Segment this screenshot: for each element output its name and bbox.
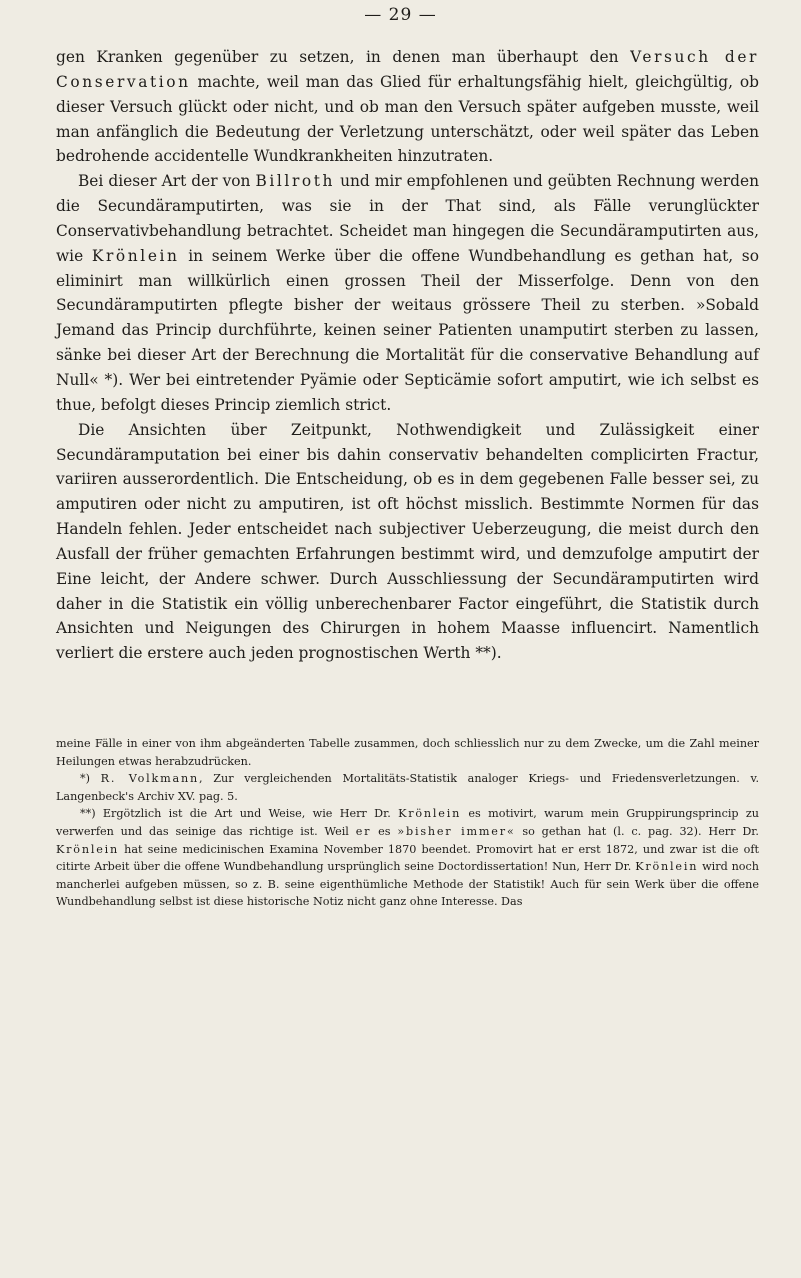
- footnote-continuation: meine Fälle in einer von ihm abgeänderten Tabelle zusammen, doch schliesslich nur zu dem Zwecke, um die Zahl meiner Heilungen etwas herabzudrücken.: [56, 737, 759, 768]
- fn1-marker: *): [80, 772, 101, 786]
- footnote-2: [56, 805, 759, 911]
- page-number: — 29 —: [364, 5, 437, 25]
- fn1-text: , Zur vergleichenden Mortalitäts-Statistik analoger Kriegs- und Friedensverletzungen. v. Langenbeck's Archiv XV. pag. 5.: [56, 772, 760, 803]
- footnotes: [56, 735, 759, 911]
- fn2-text-a: **) Ergötzlich ist die Art und Weise, wie Herr Dr.: [80, 807, 399, 821]
- p2-text-c: und mir empfohlenen und geübten Rechnung werden die Secundäramputirten, was sie in der That sind, als Fälle verunglückter Conservativbehandlung betrachtet. Scheidet man hingegen die Secundäramputirten aus, wie: [56, 172, 759, 265]
- p2-name-billroth: Billroth: [255, 172, 336, 191]
- p2-name-kroenlein: Krönlein: [91, 246, 180, 265]
- main-text: [56, 45, 759, 666]
- paragraph-1: [56, 45, 759, 169]
- p1-text-a: gen Kranken gegenüber zu setzen, in denen man überhaupt den: [56, 48, 631, 66]
- p2-text-a: Bei dieser Art der von: [78, 172, 256, 191]
- fn2-name-kroenlein-2: Krönlein: [56, 842, 120, 856]
- fn2-text-c: es motivirt, warum mein Gruppirungsprincip zu verwerfen und das seinige das richtige ist. Weil: [56, 807, 759, 838]
- paragraph-2: [56, 169, 759, 417]
- fn2-name-kroenlein-1: Krönlein: [398, 807, 462, 821]
- fn2-text-e: es: [371, 824, 398, 838]
- fn2-emphasis-er: er: [355, 824, 372, 838]
- fn2-emphasis-bisher-immer: »bisher immer«: [397, 824, 516, 838]
- paragraph-3: Die Ansichten über Zeitpunkt, Nothwendigkeit und Zulässigkeit einer Secundäramputation bei einer bis dahin conservativ behandelten complicirten Fractur, variiren ausserordentlich. Die Entscheidung, ob es in dem gegebenen Falle besser sei, zu amputiren oder nicht zu amputiren, ist oft höchst misslich. Bestimmte Normen für das Handeln fehlen. Jeder entscheidet nach subjectiver Ueberzeugung, die meist durch den Ausfall der früher gemachten Erfahrungen bestimmt wird, und demzufolge amputirt der Eine leicht, der Andere schwer. Durch Ausschliessung der Secundäramputirten wird daher in die Statistik ein völlig unberechenbarer Factor eingeführt, die Statistik durch Ansichten und Neigungen des Chirurgen in hohem Maasse influencirt. Namentlich verliert die erstere auch jeden prognostischen Werth **).: [56, 420, 759, 663]
- fn2-text-i: hat seine medicinischen Examina November 1870 beendet. Promovirt hat er erst 1872, und zwar ist die oft citirte Arbeit über die offene Wundbehandlung ursprünglich seine Doctordissertation! Nun, Herr Dr.: [56, 842, 759, 874]
- fn1-name-volkmann: R. Volkmann: [100, 772, 199, 786]
- p1-text-c: machte, weil man das Glied für erhaltungsfähig hielt, gleichgültig, ob dieser Versuch glückt oder nicht, und ob man den Versuch später aufgeben musste, weil man anfänglich die Bedeutung der Verletzung unterschätzt, oder weil später das Leben bedrohende accidentelle Wundkrankheiten hinzutraten.: [56, 72, 759, 166]
- fn2-name-kroenlein-3: Krönlein: [635, 860, 699, 874]
- p2-text-e: in seinem Werke über die offene Wundbehandlung es gethan hat, so eliminirt man willkürlich einen grossen Theil der Misserfolge. Denn von den Secundäramputirten pflegte bisher der weitaus grössere Theil zu sterben. »Sobald Jemand das Princip durchführte, keinen seiner Patienten unamputirt sterben zu lassen, sänke bei dieser Art der Berechnung die Mortalität für die conservative Behandlung auf Null« *). Wer bei eintretender Pyämie oder Septicämie sofort amputirt, wie ich selbst es thue, befolgt dieses Princip ziemlich strict.: [56, 246, 759, 414]
- p1-emphasis-conservation: Versuch der Conservation: [56, 48, 759, 91]
- fn2-text-k: wird noch mancherlei aufgeben müssen, so z. B. seine eigenthümliche Methode der Statistik! Auch für sein Werk über die offene Wundbehandlung selbst ist diese historische Notiz nicht ganz ohne Interesse. Das: [56, 860, 759, 909]
- fn2-text-g: so gethan hat (l. c. pag. 32). Herr Dr.: [515, 824, 759, 838]
- footnote-1: [56, 770, 759, 805]
